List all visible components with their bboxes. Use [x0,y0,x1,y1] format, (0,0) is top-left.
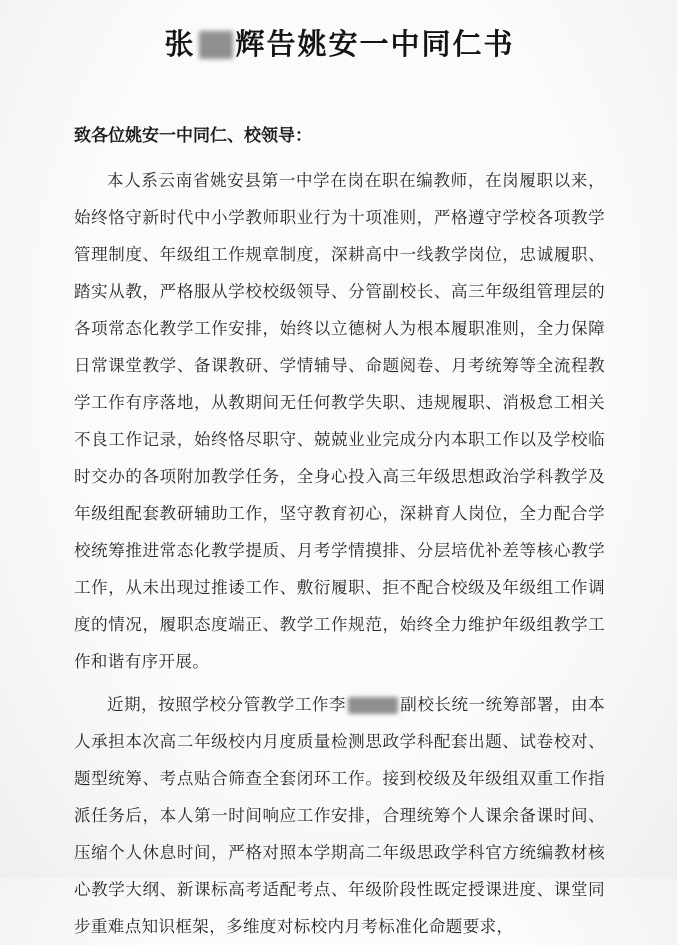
paragraph-2-part1: 近期，按照学校分管教学工作李 [107,695,347,715]
salutation-line: 致各位姚安一中同仁、校领导： [74,126,312,146]
document-title [74,20,605,63]
redacted-name-block-title [199,31,233,59]
paragraph-1: 本人系云南省姚安县第一中学在岗在职在编教师，在岗履职以来，始终恪守新时代中小学教师职业行为十项准则，严格遵守学校各项教学管理制度、年级组工作规章制度，深耕高中一线教学岗位，忠诚履职、踏实从教，严格服从学校校级领导、分管副校长、高三年级组管理层的各项常态化教学工作安排，始终以立德树人为根本履职准则，全力保障日常课堂教学、备课教研、学情辅导、命题阅卷、月考统筹等全流程教学工作有序落地，从教期间无任何教学失职、违规履职、消极怠工相关不良工作记录，始终恪尽职守、兢兢业业完成分内本职工作以及学校临时交办的各项附加教学任务，全身心投入高三年级思想政治学科教学及年级组配套教研辅助工作，坚守教育初心，深耕育人岗位，全力配合学校统筹推进常态化教学提质、月考学情摸排、分层培优补差等核心教学工作，从未出现过推诿工作、敷衍履职、拒不配合校级及年级组工作调度的情况，履职态度端正、教学工作规范，始终全力维护年级组教学工作和谐有序开展。 [74,171,605,672]
paragraph-2 [74,686,605,945]
redacted-name-block-inline [348,697,398,714]
title-text-prefix: 张 [164,29,196,61]
paragraph-2-part2: 副校长统一统筹部署，由本人承担本次高二年级校内月度质量检测思政学科配套出题、试卷校对、题型统筹、考点贴合筛查全套闭环工作。接到校级及年级组双重工作指派任务后，本人第一时间响应工作安排，合理统筹个人课余备课时间、压缩个人休息时间，严格对照本学期高二年级思政学科官方统编教材核心教学大纲、新课标高考适配考点、年级阶段性既定授课进度、课堂同步重难点知识框架，多维度对标校内月考标准化命题要求， [74,695,605,937]
title-text-suffix: 辉告姚安一中同仁书 [235,29,515,61]
